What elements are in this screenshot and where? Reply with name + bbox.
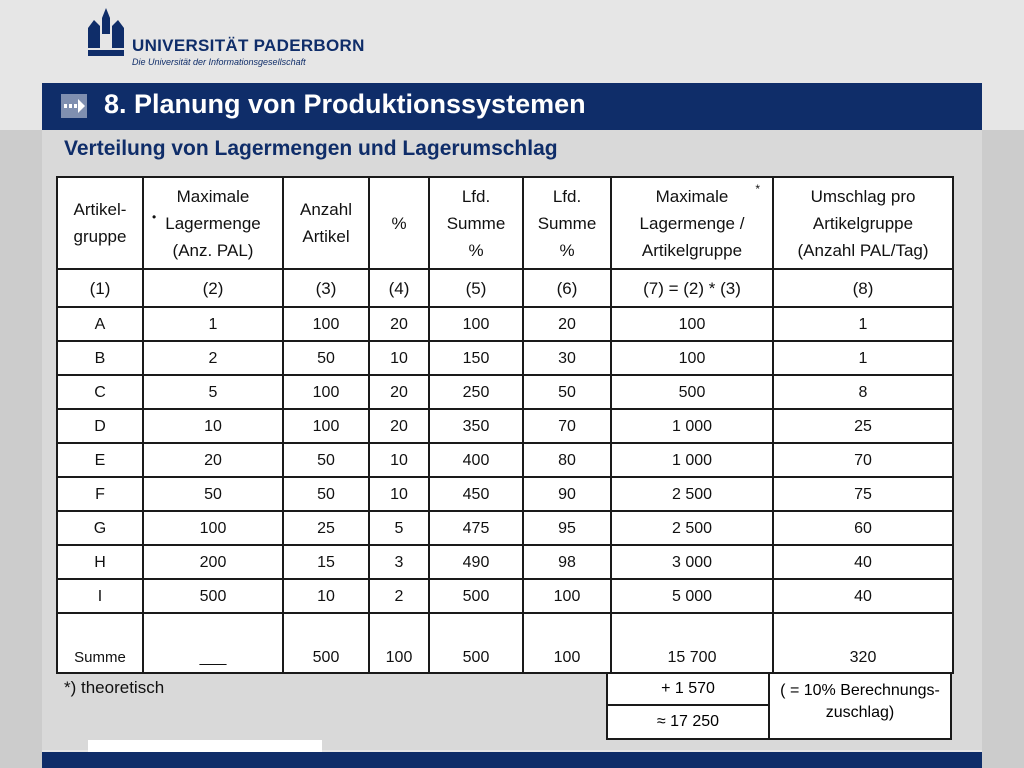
table-cell: 95: [523, 511, 611, 545]
slide-right-margin: [982, 130, 1024, 768]
table-cell: F: [57, 477, 143, 511]
table-cell: 10: [369, 477, 429, 511]
table-cell: 98: [523, 545, 611, 579]
column-header: Artikel- gruppe: [57, 177, 143, 269]
table-cell: 20: [369, 409, 429, 443]
sum-label: Summe: [57, 613, 143, 673]
table-row: [57, 545, 953, 579]
table-cell: E: [57, 443, 143, 477]
table-cell: 100: [283, 307, 369, 341]
table-row: [57, 511, 953, 545]
table-cell: 200: [143, 545, 283, 579]
table-cell: 100: [429, 307, 523, 341]
table-cell: 100: [283, 375, 369, 409]
asterisk-mark: *: [755, 182, 760, 196]
table-cell: 25: [283, 511, 369, 545]
table-row: [57, 579, 953, 613]
table-row: [57, 375, 953, 409]
sum-cell: 100: [523, 613, 611, 673]
table-row: [57, 307, 953, 341]
table-cell: 50: [143, 477, 283, 511]
table-row: [57, 409, 953, 443]
table-cell: 80: [523, 443, 611, 477]
table-cell: 450: [429, 477, 523, 511]
sum-cell: 500: [429, 613, 523, 673]
table-cell: 490: [429, 545, 523, 579]
column-index: (5): [429, 269, 523, 307]
sum-cell: 320: [773, 613, 953, 673]
surcharge-value: + 1 570: [606, 672, 770, 706]
table-cell: 1 000: [611, 443, 773, 477]
table-cell: 475: [429, 511, 523, 545]
table-cell: D: [57, 409, 143, 443]
table-cell: 70: [773, 443, 953, 477]
table-cell: 500: [143, 579, 283, 613]
sum-cell: ___: [143, 613, 283, 673]
table-cell: 70: [523, 409, 611, 443]
slide-left-margin: [0, 130, 42, 768]
table-cell: 250: [429, 375, 523, 409]
table-cell: 20: [369, 375, 429, 409]
table-cell: 100: [611, 341, 773, 375]
column-index: (3): [283, 269, 369, 307]
table-cell: 5 000: [611, 579, 773, 613]
table-cell: H: [57, 545, 143, 579]
column-index: (8): [773, 269, 953, 307]
column-header: Lfd. Summe %: [429, 177, 523, 269]
table-cell: 50: [283, 477, 369, 511]
title-bar: [42, 83, 982, 130]
inventory-table: [56, 176, 954, 674]
table-cell: 2: [143, 341, 283, 375]
bottom-tab-decoration: [88, 740, 322, 752]
table-cell: 2: [369, 579, 429, 613]
university-logo: [86, 6, 365, 70]
logo-main-text: UNIVERSITÄT PADERBORN: [132, 36, 365, 55]
table-row: [57, 443, 953, 477]
dot-mark: •: [152, 210, 157, 224]
page-title: 8. Planung von Produktionssystemen: [104, 89, 586, 119]
table-cell: 500: [429, 579, 523, 613]
table-cell: 10: [369, 341, 429, 375]
table-cell: 50: [283, 341, 369, 375]
bottom-bar: [42, 752, 982, 768]
table-cell: 10: [369, 443, 429, 477]
table-cell: 15: [283, 545, 369, 579]
table-cell: 50: [283, 443, 369, 477]
university-emblem-icon: [86, 6, 126, 62]
sum-cell: 500: [283, 613, 369, 673]
table-cell: 100: [523, 579, 611, 613]
table-row: [57, 477, 953, 511]
table-cell: 40: [773, 579, 953, 613]
table-cell: A: [57, 307, 143, 341]
table-cell: I: [57, 579, 143, 613]
table-cell: 2 500: [611, 511, 773, 545]
table-cell: 10: [143, 409, 283, 443]
table-cell: C: [57, 375, 143, 409]
table-row: [57, 341, 953, 375]
table-cell: B: [57, 341, 143, 375]
column-header: Maximale Lagermenge (Anz. PAL) •: [143, 177, 283, 269]
sum-cell: 100: [369, 613, 429, 673]
footnote-theoretical: *) theoretisch: [64, 678, 165, 697]
table-cell: 100: [611, 307, 773, 341]
section-subtitle: Verteilung von Lagermengen und Lagerumschlag: [64, 137, 558, 160]
table-cell: 500: [611, 375, 773, 409]
arrow-icon: [61, 94, 87, 118]
column-index: (7) = (2) * (3): [611, 269, 773, 307]
table-cell: 2 500: [611, 477, 773, 511]
table-cell: 5: [143, 375, 283, 409]
table-cell: 350: [429, 409, 523, 443]
column-header: Lfd. Summe %: [523, 177, 611, 269]
table-cell: 20: [369, 307, 429, 341]
column-index: (4): [369, 269, 429, 307]
table-cell: 100: [143, 511, 283, 545]
table-cell: 1: [773, 341, 953, 375]
table-cell: 50: [523, 375, 611, 409]
column-index: (2): [143, 269, 283, 307]
table-cell: 40: [773, 545, 953, 579]
table-cell: 400: [429, 443, 523, 477]
column-header: Anzahl Artikel: [283, 177, 369, 269]
table-cell: 5: [369, 511, 429, 545]
sum-row: [57, 613, 953, 673]
table-cell: 8: [773, 375, 953, 409]
column-header: Umschlag pro Artikelgruppe (Anzahl PAL/Tag): [773, 177, 953, 269]
table-cell: 10: [283, 579, 369, 613]
table-cell: 3: [369, 545, 429, 579]
table-cell: 150: [429, 341, 523, 375]
approx-total-value: ≈ 17 250: [606, 704, 770, 740]
surcharge-remark: ( = 10% Berechnungs- zuschlag): [768, 672, 952, 740]
table-cell: 20: [143, 443, 283, 477]
logo-subtitle: Die Universität der Informationsgesellschaft: [132, 57, 306, 67]
table-cell: 20: [523, 307, 611, 341]
table-cell: 60: [773, 511, 953, 545]
table-cell: 75: [773, 477, 953, 511]
sum-cell: 15 700: [611, 613, 773, 673]
table-cell: 1 000: [611, 409, 773, 443]
table-cell: 1: [143, 307, 283, 341]
table-cell: G: [57, 511, 143, 545]
table-cell: 30: [523, 341, 611, 375]
column-index: (1): [57, 269, 143, 307]
table-cell: 100: [283, 409, 369, 443]
column-index: (6): [523, 269, 611, 307]
table-cell: 25: [773, 409, 953, 443]
column-header: %: [369, 177, 429, 269]
table-cell: 3 000: [611, 545, 773, 579]
table-cell: 90: [523, 477, 611, 511]
table-cell: 1: [773, 307, 953, 341]
column-header: Maximale Lagermenge / Artikelgruppe *: [611, 177, 773, 269]
